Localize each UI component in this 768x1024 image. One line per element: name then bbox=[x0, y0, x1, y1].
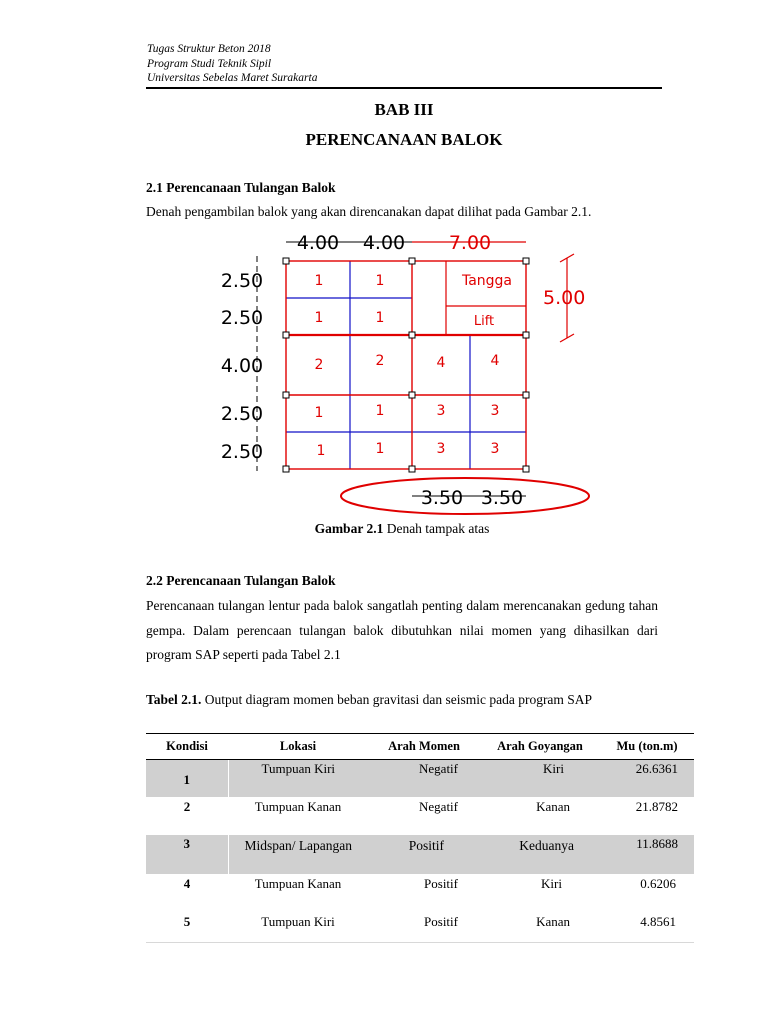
floor-plan-figure bbox=[210, 226, 600, 518]
lift-label: Lift bbox=[473, 314, 495, 329]
dim-right: 5.00 bbox=[543, 287, 586, 309]
dim-bottom-2: 3.50 bbox=[480, 487, 524, 509]
cell-kondisi: 3 bbox=[146, 835, 228, 874]
cell-kondisi: 5 bbox=[183, 914, 191, 929]
dim-left-3: 4.00 bbox=[220, 355, 264, 377]
table-caption bbox=[146, 689, 658, 710]
cell-lokasi: Tumpuan Kiri bbox=[228, 760, 368, 798]
section-2-2-text: Perencanaan tulangan lentur pada balok sangatlah penting dalam merencanakan gedung tahan gempa. Dalam perencaan tulangan balok dibutuhkan nilai momen yang dihasilkan dari program SAP seperti pada Tabel 2.1 bbox=[146, 598, 658, 662]
panel-labels bbox=[315, 273, 512, 459]
panel-label: 1 bbox=[314, 405, 324, 421]
cell-arah-momen: Negatif bbox=[419, 799, 458, 814]
chapter-title: PERENCANAAN BALOK bbox=[305, 130, 503, 149]
section-2-1-text: Denah pengambilan balok yang akan direncanakan dapat dilihat pada Gambar 2.1. bbox=[146, 204, 592, 219]
section-heading-2-2: 2.2 Perencanaan Tulangan Balok bbox=[146, 573, 336, 588]
table-row bbox=[146, 874, 694, 912]
panel-label: 4 bbox=[490, 353, 500, 369]
col-header-kondisi: Kondisi bbox=[146, 734, 228, 760]
bottom-dimensions bbox=[341, 478, 589, 514]
header-university: Universitas Sebelas Maret Surakarta bbox=[147, 72, 318, 84]
panel-label: 2 bbox=[314, 357, 324, 373]
cell-arah-momen: Positif bbox=[424, 876, 458, 891]
moment-output-table bbox=[146, 733, 694, 950]
figure-caption-label: Gambar 2.1 bbox=[314, 521, 384, 536]
panel-label: 3 bbox=[490, 403, 500, 419]
table-header-row bbox=[146, 734, 694, 760]
cell-lokasi: Tumpuan Kanan bbox=[254, 799, 342, 814]
panel-label: 1 bbox=[314, 273, 324, 289]
panel-label: 1 bbox=[375, 310, 385, 326]
table-row bbox=[146, 760, 694, 798]
cell-arah-goyangan: Keduanya bbox=[480, 835, 600, 874]
table-row bbox=[146, 797, 694, 835]
panel-label: 4 bbox=[436, 355, 446, 371]
cell-lokasi: Midspan/ Lapangan bbox=[228, 835, 368, 874]
dim-left-5: 2.50 bbox=[220, 441, 264, 463]
cell-arah-momen: Positif bbox=[368, 835, 480, 874]
cell-arah-goyangan: Kanan bbox=[536, 799, 570, 814]
table-caption-label: Tabel 2.1. bbox=[146, 692, 202, 707]
panel-label: 1 bbox=[316, 443, 326, 459]
right-dimension bbox=[543, 254, 585, 342]
dim-top-3: 7.00 bbox=[448, 232, 492, 254]
col-header-arah-goyangan: Arah Goyangan bbox=[480, 734, 600, 760]
panel-label: 2 bbox=[375, 353, 385, 369]
running-header bbox=[147, 42, 317, 86]
panel-label: 1 bbox=[314, 310, 324, 326]
panel-label: 3 bbox=[490, 441, 500, 457]
figure-caption bbox=[146, 521, 658, 537]
cell-kondisi: 2 bbox=[183, 799, 191, 814]
panel-label: 3 bbox=[436, 403, 446, 419]
cell-lokasi: Tumpuan Kanan bbox=[254, 876, 342, 891]
cell-arah-goyangan: Kiri bbox=[541, 876, 562, 891]
left-dimensions bbox=[221, 256, 263, 471]
col-header-mu: Mu (ton.m) bbox=[600, 734, 694, 760]
dim-left-4: 2.50 bbox=[220, 403, 264, 425]
cell-arah-goyangan: Kiri bbox=[480, 760, 600, 798]
figure-caption-text: Denah tampak atas bbox=[383, 521, 490, 536]
top-dimensions bbox=[286, 232, 526, 254]
cell-arah-momen: Negatif bbox=[368, 760, 480, 798]
table-row bbox=[146, 912, 694, 950]
panel-label: 3 bbox=[436, 441, 446, 457]
panel-label: 1 bbox=[375, 273, 385, 289]
cell-arah-momen: Positif bbox=[424, 914, 458, 929]
cell-lokasi: Tumpuan Kiri bbox=[261, 914, 335, 929]
cell-kondisi: 1 bbox=[146, 760, 228, 798]
dim-left-1: 2.50 bbox=[220, 270, 264, 292]
panel-label: 1 bbox=[375, 403, 385, 419]
cell-mu: 21.8782 bbox=[635, 799, 678, 814]
cell-kondisi: 4 bbox=[183, 876, 191, 891]
dim-left-2: 2.50 bbox=[220, 307, 264, 329]
cell-mu: 11.8688 bbox=[600, 835, 694, 874]
cell-mu: 4.8561 bbox=[640, 914, 676, 929]
header-program: Program Studi Teknik Sipil bbox=[147, 57, 272, 70]
dim-bottom-1: 3.50 bbox=[420, 487, 464, 509]
dim-top-2: 4.00 bbox=[362, 232, 406, 254]
section-heading-2-1: 2.1 Perencanaan Tulangan Balok bbox=[146, 180, 336, 195]
dim-top-1: 4.00 bbox=[296, 232, 340, 254]
table-caption-text: Output diagram momen beban gravitasi dan seismic pada program SAP bbox=[201, 692, 593, 707]
stair-label: Tangga bbox=[461, 273, 513, 289]
panel-label: 1 bbox=[375, 441, 385, 457]
col-header-lokasi: Lokasi bbox=[228, 734, 368, 760]
table-bottom-rule bbox=[146, 942, 694, 943]
chapter-number: BAB III bbox=[374, 100, 434, 119]
cell-arah-goyangan: Kanan bbox=[536, 914, 570, 929]
cell-mu: 0.6206 bbox=[640, 876, 676, 891]
col-header-arah-momen: Arah Momen bbox=[368, 734, 480, 760]
header-rule bbox=[146, 87, 662, 89]
header-course: Tugas Struktur Beton 2018 bbox=[147, 43, 271, 55]
cell-mu: 26.6361 bbox=[600, 760, 694, 798]
table-row bbox=[146, 835, 694, 874]
